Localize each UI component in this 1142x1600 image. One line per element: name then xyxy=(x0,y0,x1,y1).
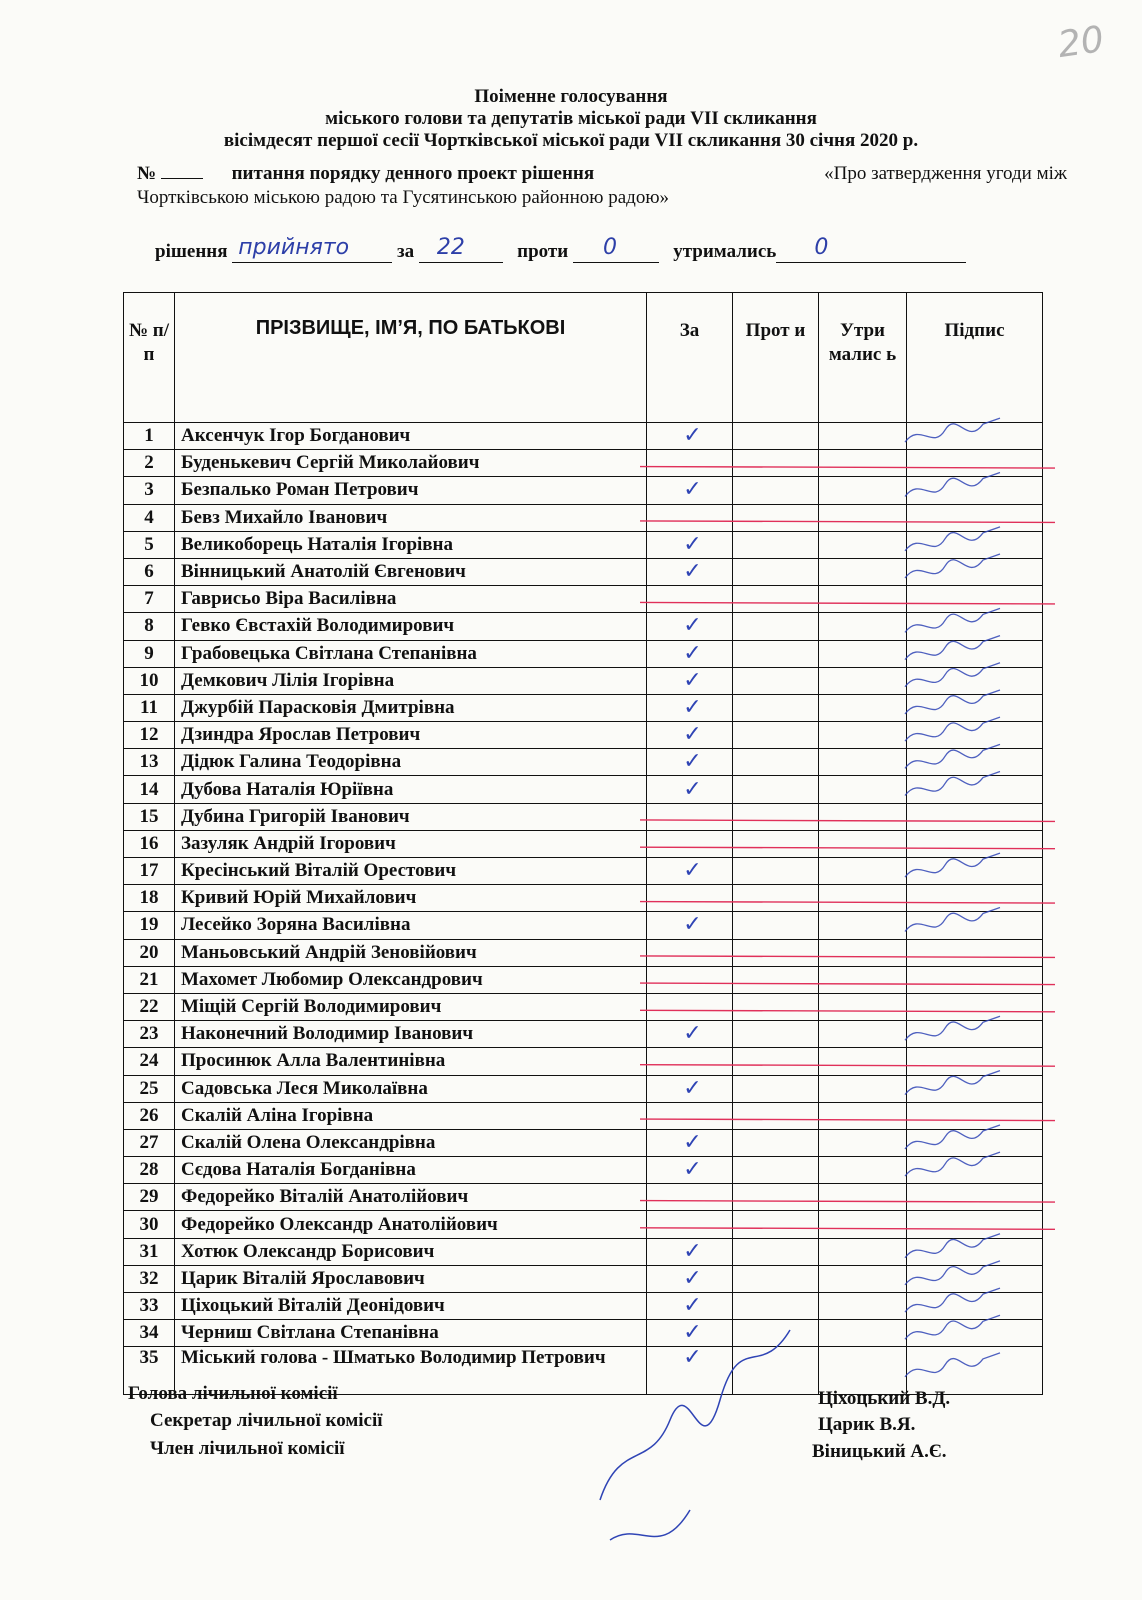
row-name: Кривий Юрій Михайлович xyxy=(175,885,647,912)
strike-line xyxy=(640,956,1055,958)
strike-line xyxy=(640,820,1055,822)
row-number: 25 xyxy=(124,1075,175,1102)
strike-line xyxy=(640,1119,1055,1121)
for-label: за xyxy=(397,241,415,262)
strike-line xyxy=(640,1228,1055,1230)
row-name: Федорейко Віталій Анатолійович xyxy=(175,1184,647,1211)
row-name: Федорейко Олександр Анатолійович xyxy=(175,1211,647,1238)
row-number: 23 xyxy=(124,1021,175,1048)
signature-scribble xyxy=(905,744,1000,768)
row-number: 34 xyxy=(124,1320,175,1347)
check-mark-icon: ✓ xyxy=(683,1345,702,1371)
row-number: 14 xyxy=(124,776,175,803)
row-number: 29 xyxy=(124,1184,175,1211)
signature-scribble xyxy=(905,527,1000,551)
decision-value: прийнято xyxy=(238,235,350,260)
check-mark-icon: ✓ xyxy=(683,1293,702,1319)
row-number: 12 xyxy=(124,722,175,749)
signature-scribble xyxy=(905,636,1000,660)
row-name: Зазуляк Андрій Ігорович xyxy=(175,830,647,857)
signature-scribble xyxy=(905,1071,1000,1095)
header-for: За xyxy=(647,293,733,423)
row-number: 18 xyxy=(124,885,175,912)
row-number: 3 xyxy=(124,477,175,504)
row-number: 16 xyxy=(124,830,175,857)
check-mark-icon: ✓ xyxy=(683,1129,702,1155)
question-text-part2: Чортківською міською радою та Гусятинською районною радою» xyxy=(137,187,670,208)
question-label: питання порядку денного проект рішення xyxy=(231,163,595,184)
check-mark-icon: ✓ xyxy=(683,912,702,938)
row-name: Наконечний Володимир Іванович xyxy=(175,1021,647,1048)
check-mark-icon: ✓ xyxy=(683,722,702,748)
check-mark-icon: ✓ xyxy=(683,1157,702,1183)
row-name: Дідюк Галина Теодорівна xyxy=(175,749,647,776)
against-value: 0 xyxy=(602,235,617,260)
check-mark-icon: ✓ xyxy=(683,1320,702,1346)
row-name: Кресінський Віталій Орестович xyxy=(175,858,647,885)
row-name: Гевко Євстахій Володимирович xyxy=(175,613,647,640)
check-mark-icon: ✓ xyxy=(683,776,702,802)
secretary-label: Секретар лічильної комісії xyxy=(150,1410,383,1431)
row-name: Скалій Аліна Ігорівна xyxy=(175,1102,647,1129)
row-number: 20 xyxy=(124,939,175,966)
signature-scribble xyxy=(905,663,1000,687)
row-number: 35 xyxy=(124,1347,175,1395)
signature-scribble xyxy=(905,690,1000,714)
check-mark-icon: ✓ xyxy=(683,694,702,720)
row-number: 9 xyxy=(124,640,175,667)
strike-line xyxy=(640,602,1055,604)
row-number: 2 xyxy=(124,450,175,477)
chair-label: Голова лічильної комісії xyxy=(128,1383,338,1404)
row-name: Дзиндра Ярослав Петрович xyxy=(175,722,647,749)
signature-scribble xyxy=(905,1125,1000,1149)
check-mark-icon: ✓ xyxy=(683,858,702,884)
row-number: 13 xyxy=(124,749,175,776)
page-number: 20 xyxy=(1055,19,1107,66)
strike-line xyxy=(640,902,1055,904)
signature-scribble xyxy=(905,772,1000,796)
row-number: 5 xyxy=(124,531,175,558)
question-number-label: № xyxy=(137,163,157,184)
row-number: 1 xyxy=(124,423,175,450)
strike-line xyxy=(640,1065,1055,1067)
row-number: 6 xyxy=(124,558,175,585)
row-number: 22 xyxy=(124,993,175,1020)
title-line-1: Поіменне голосування xyxy=(474,86,668,107)
row-name: Махомет Любомир Олександрович xyxy=(175,966,647,993)
secretary-name: Царик В.Я. xyxy=(818,1414,916,1435)
signature-scribble xyxy=(905,1315,1000,1339)
strike-line xyxy=(640,521,1055,523)
header-name: ПРІЗВИЩЕ, ІМ’Я, ПО БАТЬКОВІ xyxy=(175,293,647,423)
member-name: Віницький А.Є. xyxy=(812,1441,947,1462)
row-name: Безпалько Роман Петрович xyxy=(175,477,647,504)
row-number: 28 xyxy=(124,1157,175,1184)
chair-name: Ціхоцький В.Д. xyxy=(818,1388,951,1409)
check-mark-icon: ✓ xyxy=(683,1021,702,1047)
header-abstained: Утри малис ь xyxy=(819,293,907,423)
row-number: 26 xyxy=(124,1102,175,1129)
signature-scribble xyxy=(905,1152,1000,1176)
member-label: Член лічильної комісії xyxy=(150,1438,345,1459)
row-name: Хотюк Олександр Борисович xyxy=(175,1238,647,1265)
signature-scribble xyxy=(905,1353,1000,1377)
row-name: Дубова Наталія Юріївна xyxy=(175,776,647,803)
row-name: Гаврисьо Віра Василівна xyxy=(175,586,647,613)
signature-scribble xyxy=(905,1234,1000,1258)
check-mark-icon: ✓ xyxy=(683,423,702,449)
check-mark-icon: ✓ xyxy=(683,559,702,585)
row-number: 4 xyxy=(124,504,175,531)
abstained-value: 0 xyxy=(814,235,829,260)
signature-scribble xyxy=(905,853,1000,877)
strike-line xyxy=(640,1201,1055,1203)
row-number: 15 xyxy=(124,803,175,830)
row-name: Дубина Григорій Іванович xyxy=(175,803,647,830)
row-number: 24 xyxy=(124,1048,175,1075)
signature-scribble xyxy=(905,1288,1000,1312)
row-name: Демкович Лілія Ігорівна xyxy=(175,667,647,694)
row-number: 7 xyxy=(124,586,175,613)
check-mark-icon: ✓ xyxy=(683,640,702,666)
row-name: Черниш Світлана Степанівна xyxy=(175,1320,647,1347)
check-mark-icon: ✓ xyxy=(683,1075,702,1101)
row-name: Аксенчук Ігор Богданович xyxy=(175,423,647,450)
row-number: 33 xyxy=(124,1293,175,1320)
row-number: 11 xyxy=(124,694,175,721)
row-number: 19 xyxy=(124,912,175,939)
row-name: Міський голова - Шматько Володимир Петрович xyxy=(175,1347,647,1395)
check-mark-icon: ✓ xyxy=(683,613,702,639)
row-name: Скалій Олена Олександрівна xyxy=(175,1129,647,1156)
title-line-2: міського голови та депутатів міської ради VII скликання xyxy=(325,108,817,129)
check-mark-icon: ✓ xyxy=(683,667,702,693)
abstained-label: утримались xyxy=(673,241,777,262)
row-number: 32 xyxy=(124,1265,175,1292)
row-name: Буденькевич Сергій Миколайович xyxy=(175,450,647,477)
signature-scribble xyxy=(905,1016,1000,1040)
row-name: Бевз Михайло Іванович xyxy=(175,504,647,531)
signature-scribble xyxy=(905,554,1000,578)
row-number: 31 xyxy=(124,1238,175,1265)
header-signature: Підпис xyxy=(907,293,1043,423)
row-number: 8 xyxy=(124,613,175,640)
row-name: Джурбій Парасковія Дмитрівна xyxy=(175,694,647,721)
row-name: Садовська Леся Миколаївна xyxy=(175,1075,647,1102)
against-label: проти xyxy=(517,241,569,262)
for-value: 22 xyxy=(436,235,465,260)
signature-scribble xyxy=(905,472,1000,496)
signature-scribble xyxy=(905,907,1000,931)
strike-line xyxy=(640,983,1055,985)
signature-scribble xyxy=(905,608,1000,632)
row-name: Сєдова Наталія Богданівна xyxy=(175,1157,647,1184)
question-text-part1: «Про затвердження угоди між xyxy=(824,163,1067,184)
row-number: 21 xyxy=(124,966,175,993)
signature-scribble xyxy=(905,418,1000,442)
row-number: 30 xyxy=(124,1211,175,1238)
row-name: Маньовський Андрій Зеновійович xyxy=(175,939,647,966)
row-name: Великоборець Наталія Ігорівна xyxy=(175,531,647,558)
strike-line xyxy=(640,467,1055,469)
check-mark-icon: ✓ xyxy=(683,1265,702,1291)
row-name: Міщій Сергій Володимирович xyxy=(175,993,647,1020)
signature-scribble xyxy=(905,717,1000,741)
row-name: Грабовецька Світлана Степанівна xyxy=(175,640,647,667)
check-mark-icon: ✓ xyxy=(683,1238,702,1264)
check-mark-icon: ✓ xyxy=(683,477,702,503)
check-mark-icon: ✓ xyxy=(683,749,702,775)
header-against: Прот и xyxy=(733,293,819,423)
row-name: Ціхоцький Віталій Деонідович xyxy=(175,1293,647,1320)
row-name: Вінницький Анатолій Євгенович xyxy=(175,558,647,585)
row-name: Царик Віталій Ярославович xyxy=(175,1265,647,1292)
row-number: 10 xyxy=(124,667,175,694)
signature-scribble xyxy=(905,1261,1000,1285)
title-line-3: вісімдесят першої сесії Чортківської міської ради VII скликання 30 січня 2020 р. xyxy=(223,130,919,151)
row-number: 27 xyxy=(124,1129,175,1156)
commission-signature-scribble xyxy=(600,1330,790,1540)
strike-line xyxy=(640,847,1055,849)
strike-line xyxy=(640,1010,1055,1012)
row-name: Просинюк Алла Валентинівна xyxy=(175,1048,647,1075)
row-name: Лесейко Зоряна Василівна xyxy=(175,912,647,939)
decision-label: рішення xyxy=(155,241,228,262)
row-number: 17 xyxy=(124,858,175,885)
header-num: № п/п xyxy=(124,293,175,423)
check-mark-icon: ✓ xyxy=(683,531,702,557)
